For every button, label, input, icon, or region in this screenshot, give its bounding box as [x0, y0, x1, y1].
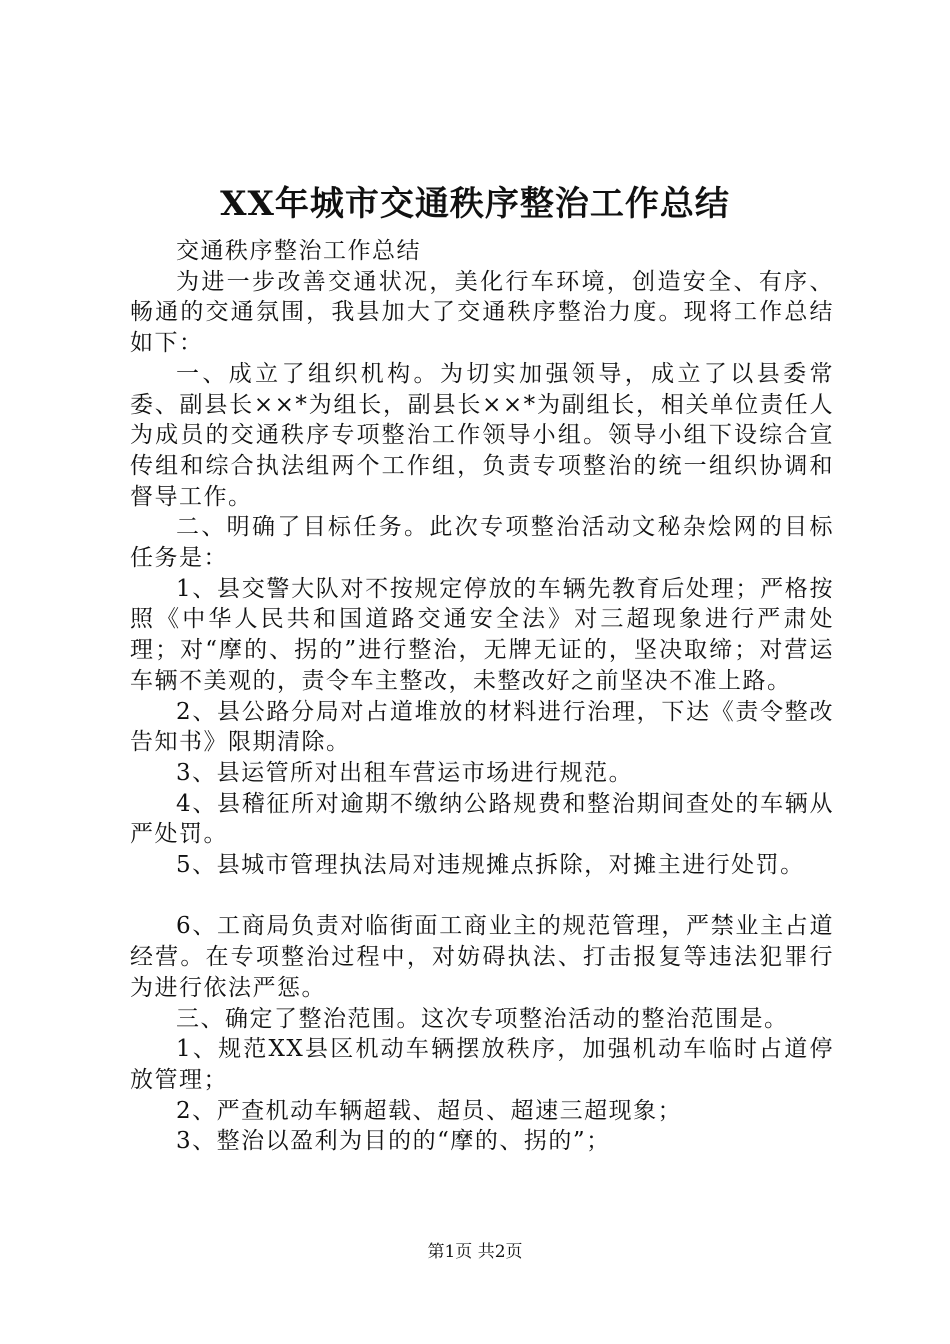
paragraph-goals: 二、明确了目标任务。此次专项整治活动文秘杂烩网的目标任务是： [130, 514, 834, 572]
paragraph-goal-1: 1、县交警大队对不按规定停放的车辆先教育后处理；严格按照《中华人民共和国道路交通安全法》对三超现象进行严肃处理；对“摩的、拐的”进行整治，无牌无证的，坚决取缔；对营运车辆不美观的，责令车主整改，未整改好之前坚决不准上路。 [130, 575, 834, 694]
paragraph-goal-5: 5、县城市管理执法局对违规摊点拆除，对摊主进行处罚。 [176, 852, 805, 879]
document-body [130, 236, 834, 1157]
paragraph-goal-3: 3、县运管所对出租车营运市场进行规范。 [176, 759, 634, 786]
paragraph-scope-2: 2、严查机动车辆超载、超员、超速三超现象； [176, 1097, 683, 1124]
paragraph-goal-2: 2、县公路分局对占道堆放的材料进行治理，下达《责令整改告知书》限期清除。 [130, 698, 834, 756]
paragraph-scope-3: 3、整治以盈利为目的的“摩的、拐的”； [176, 1128, 611, 1155]
paragraph-scope: 三、确定了整治范围。这次专项整治活动的整治范围是。 [176, 1005, 789, 1032]
page-number: 第1页 共2页 [427, 1242, 523, 1262]
paragraph-goal-4: 4、县稽征所对逾期不缴纳公路规费和整治期间查处的车辆从严处罚。 [130, 790, 834, 848]
document-title: XX年城市交通秩序整治工作总结 [220, 184, 730, 224]
paragraph-organization: 一、成立了组织机构。为切实加强领导，成立了以县委常委、副县长××*为组长，副县长××*为副组长，相关单位责任人为成员的交通秩序专项整治工作领导小组。领导小组下设综合宣传组和综合执法组两个工作组，负责专项整治的统一组织协调和督导工作。 [130, 360, 834, 510]
paragraph-scope-1: 1、规范XX县区机动车辆摆放秩序，加强机动车临时占道停放管理； [130, 1036, 834, 1093]
paragraph-intro: 为进一步改善交通状况，美化行车环境，创造安全、有序、畅通的交通氛围，我县加大了交通秩序整治力度。现将工作总结如下： [130, 268, 834, 357]
paragraph-subtitle: 交通秩序整治工作总结 [176, 238, 421, 264]
paragraph-goal-6: 6、工商局负责对临街面工商业主的规范管理，严禁业主占道经营。在专项整治过程中，对妨碍执法、打击报复等违法犯罪行为进行依法严惩。 [130, 913, 834, 1001]
